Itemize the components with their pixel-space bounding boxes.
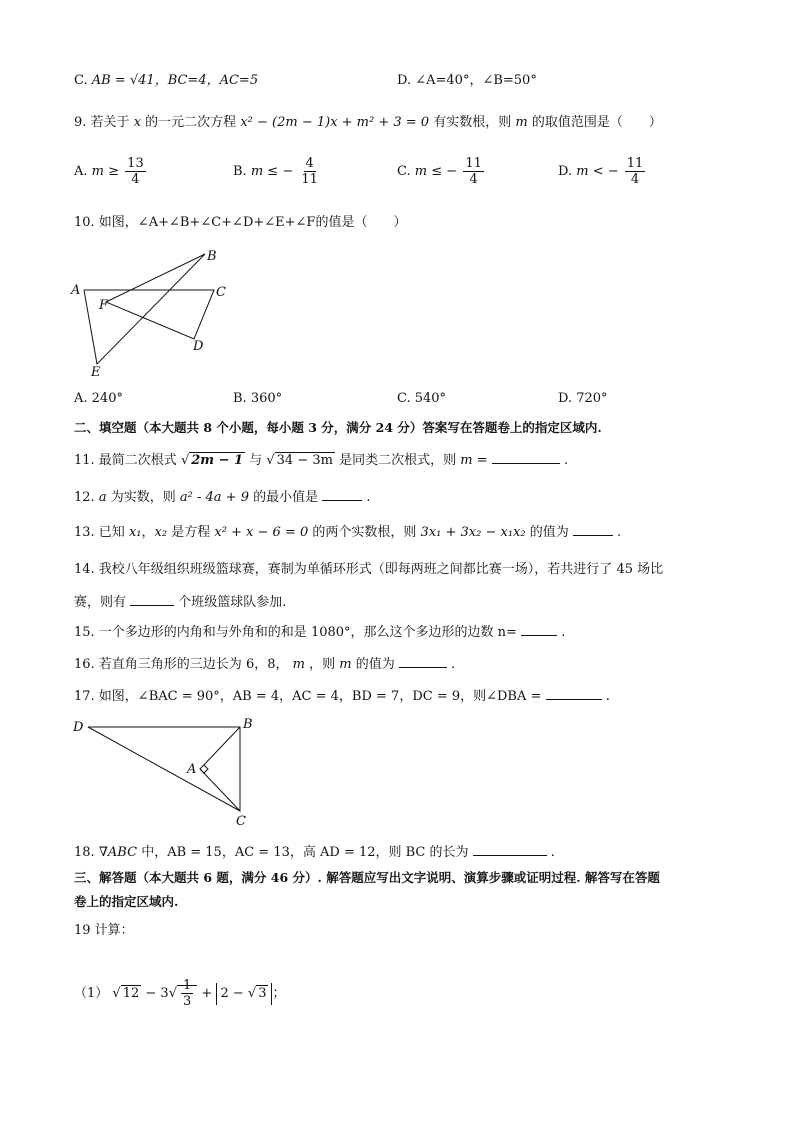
option-sign: − — [607, 164, 619, 179]
q15 — [74, 622, 565, 642]
q8-option-c — [74, 72, 258, 90]
q14-line-2 — [74, 592, 286, 612]
q17-figure — [66, 712, 266, 830]
option-label: D. — [558, 164, 573, 179]
option-label: C. — [397, 164, 411, 179]
section-3-title-line-2: 卷上的指定区域内. — [74, 894, 179, 909]
q8-option-d — [397, 72, 537, 90]
q12-text: 的最小值是 — [253, 490, 319, 505]
section-3-title-line-1: 三、解答题（本大题共 6 题，满分 46 分）. 解答题应写出文字说明、演算步骤或证明过程. 解答写在答题 — [74, 870, 660, 885]
q10-option-c: C. 540° — [397, 391, 447, 406]
q9-option-c — [397, 156, 486, 187]
option-text: AB = √41，BC=4，AC=5 — [91, 73, 259, 88]
q16 — [74, 654, 455, 674]
q9-text: 的一元二次方程 — [145, 115, 237, 130]
label-b: B — [207, 249, 217, 264]
q11 — [74, 450, 568, 470]
q10-option-d: D. 720° — [558, 391, 608, 406]
right-angle-mark — [200, 765, 208, 773]
option-rel: m ≤ — [414, 164, 443, 179]
q18-text: 中，AB = 15，AC = 13，高 AD = 12，则 BC 的长为 — [141, 845, 469, 860]
q14-line-1: 14. 我校八年级组织班级篮球赛，赛制为单循环形式（即每两班之间都比赛一场），若共进行了 45 场比 — [74, 562, 664, 577]
q18-text: . — [550, 845, 555, 860]
q12-var: a — [98, 490, 107, 505]
q17-text: . — [605, 689, 610, 704]
label-e: E — [91, 365, 101, 380]
q9-equation: x² − (2m − 1)x + m² + 3 = 0 — [240, 115, 430, 130]
option-text: ∠A=40°，∠B=50° — [415, 73, 537, 88]
fraction-one-third — [181, 978, 193, 1009]
option-label: A. — [74, 164, 88, 179]
answer-blank[interactable] — [130, 592, 174, 606]
answer-blank[interactable] — [322, 487, 362, 501]
option-sign: − — [446, 164, 458, 179]
option-sign: − — [282, 164, 294, 179]
q17-segments-ab-ac — [200, 727, 240, 811]
expr-text: − 3 — [145, 986, 169, 1001]
radicand: 34 − 3m — [276, 453, 333, 468]
q14-text: 赛，则有 — [74, 595, 127, 610]
q9-option-d — [558, 156, 647, 187]
section-2-title: 二、填空题（本大题共 8 个小题，每小题 3 分，满分 24 分）答案写在答题卷上的指定区域内. — [74, 420, 602, 435]
answer-blank[interactable] — [399, 654, 447, 668]
q19-stem: 19 计算： — [74, 923, 134, 938]
label-b: B — [243, 717, 253, 732]
radicand: 3 — [258, 986, 267, 1001]
answer-blank[interactable] — [473, 842, 547, 856]
q18 — [74, 842, 555, 862]
option-fraction — [463, 156, 484, 187]
q17 — [74, 686, 610, 706]
option-rel: m ≥ — [91, 164, 120, 179]
q15-text: . — [561, 625, 566, 640]
option-label: B. — [233, 164, 247, 179]
answer-blank[interactable] — [492, 450, 560, 464]
answer-blank[interactable] — [546, 686, 602, 700]
label-d: D — [193, 339, 204, 354]
q16-var: m — [292, 657, 305, 672]
q10-option-b: B. 360° — [233, 391, 283, 406]
frac-den: 4 — [630, 172, 640, 187]
q13-text: 的值为 — [529, 525, 569, 540]
q11-radical-2: √ 34 − 3m — [266, 453, 333, 468]
q16-var: m — [339, 657, 352, 672]
frac-num: 11 — [626, 156, 644, 171]
q18-triangle: ∇ABC — [98, 845, 138, 860]
q13-text: ， — [141, 525, 155, 540]
frac-num: 11 — [465, 156, 482, 171]
q13-text: . — [617, 525, 622, 540]
frac-den: 11 — [301, 172, 318, 187]
q9-option-a — [74, 156, 148, 187]
q9-var: m — [515, 115, 528, 130]
q13-text: 是方程 — [171, 525, 211, 540]
q16-text: 16. 若直角三角形的三边长为 6，8， — [74, 657, 289, 672]
radical-3: √ 3 — [247, 986, 267, 1001]
q12 — [74, 487, 371, 507]
q16-text: . — [451, 657, 456, 672]
option-rel: m ≤ — [250, 164, 279, 179]
q15-text: 15. 一个多边形的内角和与外角和的和是 1080°，那么这个多边形的边数 n= — [74, 625, 517, 640]
part-label: （1） — [74, 986, 109, 1001]
q11-text: . — [563, 453, 569, 468]
q10-option-a: A. 240° — [74, 391, 123, 406]
label-d: D — [73, 720, 84, 735]
q11-text: 是同类二次根式，则 — [339, 453, 457, 468]
option-fraction — [125, 156, 146, 187]
q9-text: 的取值范围是（ ） — [531, 115, 662, 130]
q9-stem — [74, 114, 662, 132]
expr-text: ； — [272, 986, 286, 1001]
q13 — [74, 522, 621, 542]
q16-text: 的值为 — [355, 657, 395, 672]
option-label: C. — [74, 73, 88, 88]
q12-expr: a² - 4a + 9 — [179, 490, 249, 505]
q13-text: 的两个实数根，则 — [312, 525, 417, 540]
q17-triangle-dbc — [88, 727, 240, 811]
option-fraction — [625, 156, 646, 187]
frac-num: 13 — [127, 156, 144, 171]
q9-option-b — [233, 156, 322, 187]
q18-text: 18. — [74, 845, 95, 860]
label-f: F — [99, 298, 109, 313]
q9-text: 有实数根，则 — [433, 115, 512, 130]
q14-text: 个班级篮球队参加. — [178, 595, 287, 610]
q11-var: m = — [460, 453, 488, 468]
answer-blank[interactable] — [573, 522, 613, 536]
q13-equation: x² + x − 6 = 0 — [214, 525, 309, 540]
frac-den: 3 — [183, 994, 192, 1009]
q19-part-1 — [74, 978, 286, 1009]
q9-var: x — [133, 115, 142, 130]
q13-var: x₁ — [128, 525, 142, 540]
q12-text: 为实数，则 — [110, 490, 176, 505]
radical-12: √ 12 — [112, 986, 140, 1001]
q12-text: . — [366, 490, 371, 505]
q10-figure — [62, 244, 242, 384]
radicand: 2m − 1 — [191, 453, 244, 468]
q10-stem: 10. 如图，∠A+∠B+∠C+∠D+∠E+∠F的值是（ ） — [74, 215, 407, 230]
label-a: A — [187, 762, 197, 777]
q13-var: x₂ — [154, 525, 168, 540]
radicand: 12 — [122, 986, 140, 1001]
q17-text: 17. 如图，∠BAC = 90°，AB = 4，AC = 4，BD = 7，DC = 9，则∠DBA = — [74, 689, 542, 704]
q11-radical-1: √ 2m − 1 — [180, 453, 244, 468]
label-c: C — [216, 285, 226, 300]
q11-text: 与 — [249, 453, 263, 468]
radical-fraction: √ $\frac{1}{3}$ — [169, 978, 198, 1009]
absolute-value — [216, 983, 272, 1005]
frac-num: 4 — [305, 156, 314, 171]
answer-blank[interactable] — [521, 622, 557, 636]
q9-text: 9. 若关于 — [74, 115, 130, 130]
option-fraction — [299, 156, 320, 187]
frac-den: 4 — [131, 172, 140, 187]
q11-text: 11. 最简二次根式 — [74, 453, 177, 468]
frac-num: 1 — [183, 978, 192, 993]
q12-text: 12. — [74, 490, 95, 505]
q16-text: ，则 — [309, 657, 336, 672]
q13-expr: 3x₁ + 3x₂ − x₁x₂ — [420, 525, 526, 540]
q13-text: 13. 已知 — [74, 525, 125, 540]
option-rel: m < — [576, 164, 604, 179]
label-c: C — [236, 814, 246, 829]
frac-den: 4 — [469, 172, 478, 187]
expr-text: 2 − — [220, 986, 244, 1001]
label-a: A — [71, 283, 81, 298]
expr-text: + — [201, 986, 213, 1001]
option-label: D. — [397, 73, 412, 88]
